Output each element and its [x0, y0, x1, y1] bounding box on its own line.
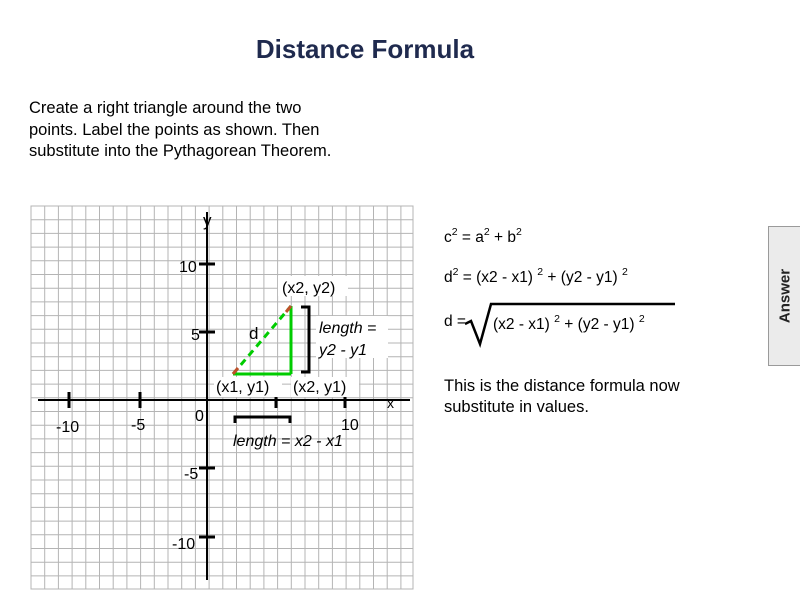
distance-squared-equation: $d^2 = (x2 - x1) ^2 + (y2 - y1)$ $^2$ [444, 266, 628, 286]
y-axis-label: y [203, 211, 212, 230]
tick-label-origin: 0 [195, 408, 204, 425]
tick-label-x-neg5: -5 [131, 417, 146, 434]
page-title: Distance Formula [255, 34, 475, 64]
point-label-x2-y2: (x2, y2) [282, 280, 336, 297]
tick-label-x-10: 10 [341, 417, 359, 434]
graph-grid [31, 206, 413, 589]
vertical-length-label-line2: y2 - y1 [319, 342, 368, 359]
tick-label-y-10: 10 [179, 259, 197, 276]
tick-label-x-neg10: -10 [56, 419, 80, 436]
tick-label-y-neg5: -5 [184, 466, 199, 483]
tick-label-y-neg10: -10 [172, 536, 196, 553]
horizontal-length-label: length = x2 - x1 [233, 433, 343, 450]
explanation-text: This is the distance formula now substitute in values. [444, 377, 680, 416]
point-label-x2-y1: (x2, y1) [293, 379, 347, 396]
instructions-text: Create a right triangle around the two points. Label the points as shown. Then substitute into the Pythagorean Theorem. [29, 99, 332, 160]
vertical-length-label-line1: length = [319, 320, 377, 337]
hypotenuse-label: d [249, 324, 259, 343]
point-label-x1-y1: (x1, y1) [216, 379, 270, 396]
x-axis-label: x [387, 395, 394, 411]
distance-equation-radicand: (x2 - x1) $^2$ + (y2 - y1) $^2$ [493, 313, 645, 333]
answer-button[interactable] [768, 226, 800, 366]
pythagorean-equation: $c^2 = a^2 + b^2$ [444, 226, 522, 246]
distance-equation-lhs: d = [444, 313, 466, 330]
tick-label-y-5: 5 [191, 327, 200, 344]
answer-button-label: Answer [776, 268, 793, 324]
